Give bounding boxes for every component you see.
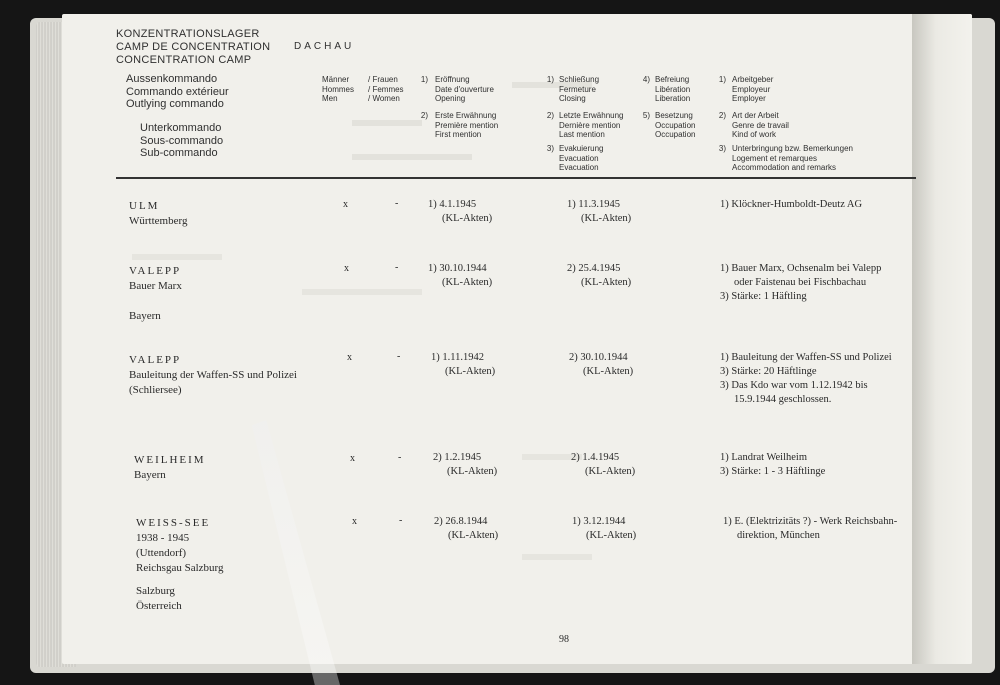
col-occupation-de: Besetzung [655,111,693,120]
col-closing-header [559,75,599,104]
cell-line: 1) Bauleitung der Waffen-SS und Polizei [720,352,892,363]
men-mark: x [347,352,352,363]
closing-cell [572,515,636,543]
col-work-fr: Genre de travail [732,120,789,130]
cell-line: 2) 25.4.1945 [567,263,621,274]
col-opening-header [435,75,494,104]
col-first-mention-fr: Première mention [435,120,499,130]
col-liberation-en: Liberation [655,94,691,103]
cell-line: 2) 1.4.1945 [571,452,620,463]
bleed-through-mark [302,289,422,295]
col-first-mention-de: Erste Erwähnung [435,111,497,120]
men-mark: x [352,516,357,527]
col-liberation-number: 4) [642,75,650,84]
men-mark: x [350,453,355,464]
col-evacuation-number: 3) [546,144,554,153]
row-name-line: (Schliersee) [129,384,182,396]
opening-cell [434,515,498,543]
bleed-through-mark [132,254,222,260]
cell-line: 15.9.1944 geschlossen. [734,394,832,405]
cell-line: 1) 4.1.1945 [428,199,477,210]
bleed-through-mark [352,120,422,126]
col-evacuation-fr: Evacuation [559,153,599,163]
col-occupation-number: 5) [642,111,650,120]
col-first-mention-header [435,111,498,140]
col-employer-number: 1) [718,75,726,84]
col-liberation-de: Befreiung [655,75,690,84]
cell-line: 2) 30.10.1944 [569,352,628,363]
cell-line: 1) Landrat Weilheim [720,452,808,463]
camp-title-fr: CAMP DE CONCENTRATION [116,41,271,53]
row-name-line: (Uttendorf) [136,547,187,559]
outpost-label-fr: Commando extérieur [126,85,229,98]
table-row-name [134,453,206,483]
row-name-line: Bauleitung der Waffen-SS und Polizei [129,369,297,381]
cell-line: (KL-Akten) [583,366,634,377]
col-work-de: Art der Arbeit [732,111,779,120]
col-last-mention-number: 2) [546,111,554,120]
col-last-mention-fr: Dernière mention [559,120,621,130]
remarks-cell [720,262,881,304]
closing-cell [567,198,631,226]
cell-line: (KL-Akten) [442,213,493,224]
cell-line: 1) 11.3.1945 [567,199,620,210]
row-name-line: Württemberg [129,215,188,227]
col-last-mention-header [559,111,624,140]
col-opening-fr: Date d'ouverture [435,84,494,94]
remarks-cell [720,451,825,479]
cell-line: direktion, München [737,530,820,541]
row-name-line: Bauer Marx [129,280,182,292]
col-last-mention-de: Letzte Erwähnung [559,111,624,120]
camp-title-en: CONCENTRATION CAMP [116,54,252,66]
col-closing-en: Closing [559,94,586,103]
cell-line: 3) Stärke: 20 Häftlinge [720,366,817,377]
men-label-en: Men [322,94,338,103]
col-work-header [732,111,789,140]
cell-line: (KL-Akten) [585,466,636,477]
women-mark: - [395,262,399,273]
cell-line: 1) Bauer Marx, Ochsenalm bei Valepp [720,263,882,274]
col-occupation-header [655,111,695,140]
col-occupation-en: Occupation [655,130,696,139]
header-divider [116,177,916,179]
col-first-mention-en: First mention [435,130,482,139]
col-opening-number: 1) [420,75,428,84]
closing-cell [571,451,635,479]
table-row-name [129,264,182,324]
cell-line: (KL-Akten) [447,466,498,477]
women-label-de: / Frauen [368,75,398,84]
page-number: 98 [559,634,569,645]
col-employer-de: Arbeitgeber [732,75,774,84]
col-opening-en: Opening [435,94,466,103]
remarks-cell [723,515,897,543]
row-name-line: Österreich [136,600,182,612]
women-mark: - [397,351,401,362]
camp-name: DACHAU [294,41,355,52]
cell-line: 1) 1.11.1942 [431,352,484,363]
women-label-en: / Women [368,94,400,103]
opening-cell [428,198,492,226]
row-name-line: VALEPP [129,265,182,277]
col-first-mention-number: 2) [420,111,428,120]
sub-label-en: Sub-commando [140,147,218,159]
sub-label-fr: Sous-commando [140,134,224,147]
col-liberation-header [655,75,690,104]
cell-line: 3) Stärke: 1 - 3 Häftlinge [720,466,826,477]
cell-line: (KL-Akten) [445,366,496,377]
row-name-line: WEILHEIM [134,454,206,466]
camp-title [116,28,270,67]
row-name-line: Salzburg [136,585,175,597]
col-remarks-number: 3) [718,144,726,153]
col-remarks-header [732,144,853,173]
col-closing-fr: Fermeture [559,84,596,94]
col-work-number: 2) [718,111,726,120]
sub-command-label [140,122,223,160]
cell-line: (KL-Akten) [581,277,632,288]
cell-line: (KL-Akten) [442,277,493,288]
table-row-name [129,353,297,398]
cell-line: oder Faistenau bei Fischbachau [734,277,867,288]
row-name-line [129,294,182,309]
col-closing-number: 1) [546,75,554,84]
remarks-cell [720,351,892,407]
col-evacuation-de: Evakuierung [559,144,604,153]
bleed-through-mark [352,154,472,160]
col-remarks-en: Accommodation and remarks [732,163,837,172]
bleed-through-mark [522,554,592,560]
cell-line: 3) Das Kdo war vom 1.12.1942 bis [720,380,868,391]
women-header [368,75,404,104]
men-mark: x [343,199,348,210]
men-label-de: Männer [322,75,350,84]
facing-page-edge [912,14,972,664]
document-page [62,14,972,664]
table-row-name [129,199,187,229]
men-header [322,75,354,104]
opening-cell [433,451,497,479]
row-name-line: 1938 - 1945 [136,532,190,544]
cell-line: 2) 26.8.1944 [434,516,488,527]
col-evacuation-en: Evacuation [559,163,599,172]
cell-line: 3) Stärke: 1 Häftling [720,291,807,302]
women-label-fr: / Femmes [368,84,404,94]
col-closing-de: Schließung [559,75,600,84]
col-work-en: Kind of work [732,130,777,139]
camp-title-de: KONZENTRATIONSLAGER [116,28,260,40]
outpost-label-en: Outlying commando [126,98,224,110]
cell-line: (KL-Akten) [448,530,499,541]
col-last-mention-en: Last mention [559,130,605,139]
cell-line: 1) Klöckner-Humboldt-Deutz AG [720,199,863,210]
col-remarks-fr: Logement et remarques [732,153,817,163]
sub-label-de: Unterkommando [140,122,222,134]
col-employer-fr: Employeur [732,84,771,94]
remarks-cell [720,198,862,212]
row-name-line [136,576,223,584]
closing-cell [569,351,633,379]
women-mark: - [399,515,403,526]
row-name-line: WEISS-SEE [136,517,211,529]
col-liberation-fr: Libération [655,84,691,94]
col-opening-de: Eröffnung [435,75,470,84]
row-name-line: VALEPP [129,354,182,366]
col-occupation-fr: Occupation [655,120,696,130]
outpost-label-de: Aussenkommando [126,73,218,85]
outpost-label [126,73,229,111]
row-name-line: Bayern [134,469,166,481]
men-label-fr: Hommes [322,84,355,94]
cell-line: 1) E. (Elektrizitäts ?) - Werk Reichsbahn- [723,516,898,527]
women-mark: - [398,452,402,463]
row-name-line: Reichsgau Salzburg [136,562,224,574]
col-employer-header [732,75,773,104]
opening-cell [428,262,492,290]
cell-line: (KL-Akten) [586,530,637,541]
col-remarks-de: Unterbringung bzw. Bemerkungen [732,144,853,153]
cell-line: (KL-Akten) [581,213,632,224]
women-mark: - [395,198,399,209]
table-row-name [136,516,223,614]
row-name-line: Bayern [129,310,161,322]
cell-line: 1) 30.10.1944 [428,263,487,274]
col-evacuation-header [559,144,603,173]
opening-cell [431,351,495,379]
cell-line: 1) 3.12.1944 [572,516,626,527]
men-mark: x [344,263,349,274]
cell-line: 2) 1.2.1945 [433,452,482,463]
row-name-line: ULM [129,200,160,212]
closing-cell [567,262,631,290]
col-employer-en: Employer [732,94,766,103]
